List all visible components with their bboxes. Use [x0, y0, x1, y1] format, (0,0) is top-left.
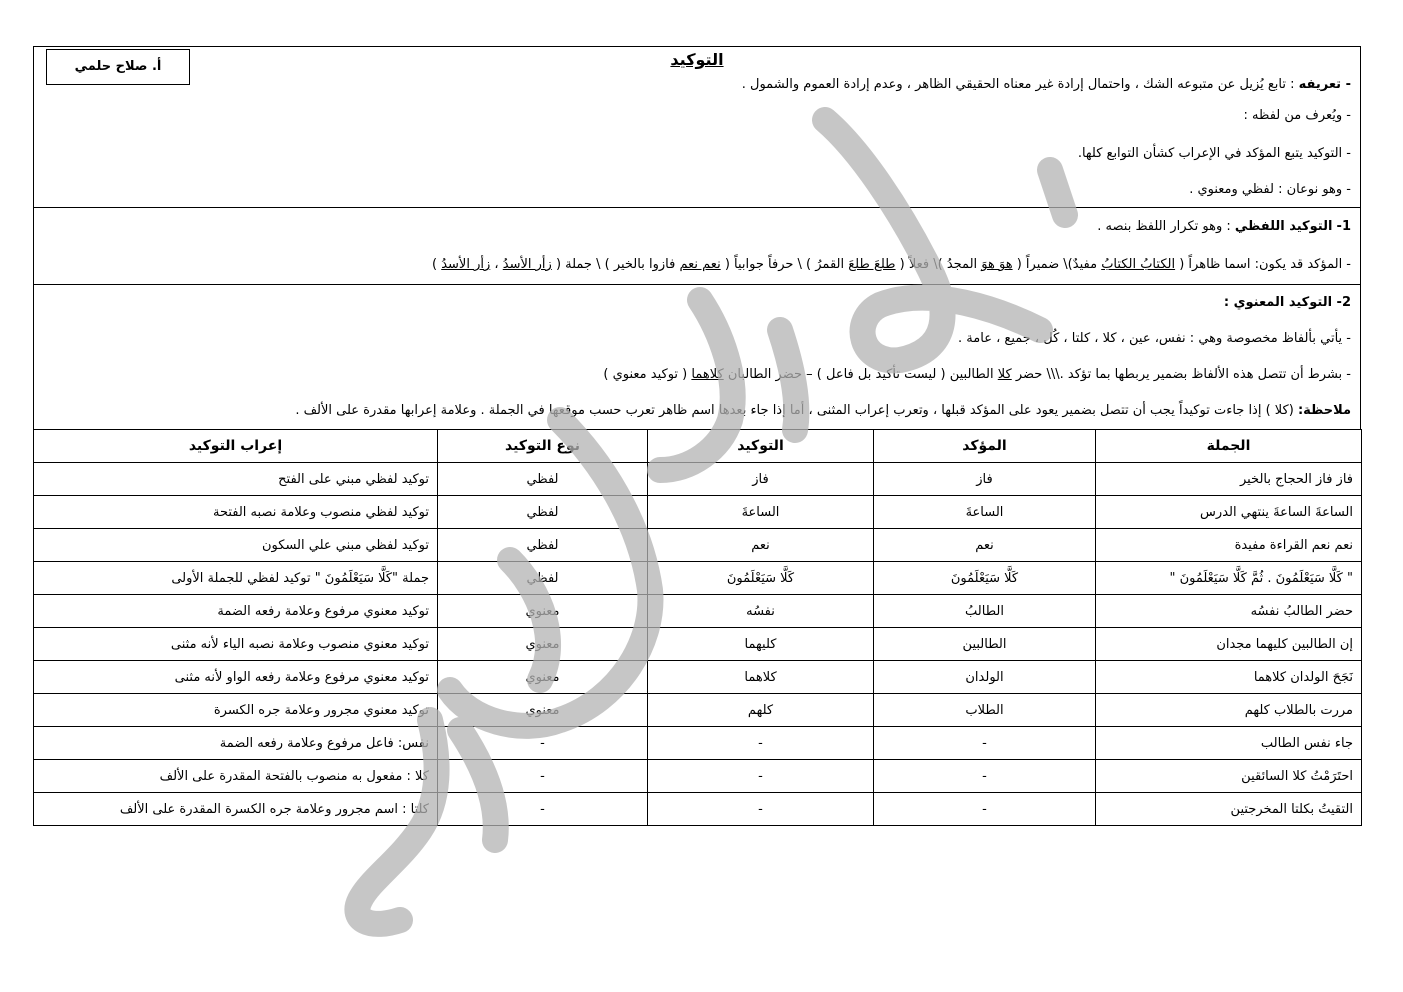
cell-emphasized: الولدان	[874, 661, 1096, 694]
verbal-text-3: المجدُ )\ فعلاً (	[899, 257, 978, 272]
cell-sentence: نعم نعم القراءة مفيدة	[1096, 529, 1362, 562]
table-row	[34, 496, 1362, 529]
cell-parsing: توكيد معنوي مرفوع وعلامة رفعه الواو لأنه مثنى	[34, 661, 438, 694]
worksheet	[33, 46, 1361, 826]
semantic-line-1: - يأتي بألفاظ مخصوصة وهي : نفس، عين ، كلا ، كلتا ، كُل ، جميع ، عامة .	[958, 331, 1351, 346]
semantic-line-2	[34, 357, 1360, 393]
verbal-example-pronoun: هوَ هوَ	[981, 257, 1013, 272]
cell-parsing: توكيد معنوي منصوب وعلامة نصبه الياء لأنه مثنى	[34, 628, 438, 661]
verbal-section	[33, 207, 1361, 284]
cell-emphasis-type: معنوي	[438, 694, 648, 727]
header-parsing: إعراب التوكيد	[34, 430, 438, 463]
semantic-line-2-text-2: الطالبين ( ليست تأكيد بل فاعل ) – حضر الطالبان	[727, 367, 994, 382]
verbal-examples-line	[34, 246, 1360, 284]
cell-sentence: إن الطالبين كليهما مجدان	[1096, 628, 1362, 661]
cell-emphasis: -	[648, 793, 874, 826]
cell-emphasized: الطالبين	[874, 628, 1096, 661]
table-row	[34, 760, 1362, 793]
table-row	[34, 661, 1362, 694]
verbal-example-sentence-2: زأر الأسدُ	[441, 257, 491, 272]
semantic-example-kilahuma: كلاهما	[691, 367, 724, 382]
cell-sentence: التقيتُ بكلتا المخرجتين	[1096, 793, 1362, 826]
verbal-text-1: - المؤكد قد يكون: اسما ظاهراً (	[1179, 257, 1351, 272]
cell-parsing: جملة "كَلَّا سَيَعْلَمُونَ " توكيد لفظي للجملة الأولى	[34, 562, 438, 595]
cell-parsing: كلتا : اسم مجرور وعلامة جره الكسرة المقدرة على الألف	[34, 793, 438, 826]
cell-emphasis: كليهما	[648, 628, 874, 661]
semantic-line-2-text-3: ( توكيد معنوي )	[603, 367, 688, 382]
table-row	[34, 694, 1362, 727]
verbal-example-noun: الكتابُ الكتابُ	[1101, 257, 1176, 272]
cell-emphasis: كَلَّا سَيَعْلَمُونَ	[648, 562, 874, 595]
cell-emphasis: نفسُه	[648, 595, 874, 628]
verbal-text-4: القمرُ ) \ حرفاً جوابياً (	[724, 257, 845, 272]
table-row	[34, 628, 1362, 661]
cell-emphasis: -	[648, 727, 874, 760]
title-row	[34, 47, 1360, 73]
cell-emphasized: الطالبُ	[874, 595, 1096, 628]
cell-emphasis-type: -	[438, 793, 648, 826]
note-text: (كلا ) إذا جاءت توكيداً يجب أن تتصل بضمير يعود على المؤكد قبلها ، وتعرب إعراب المثنى ، أما إذا جاء بعدها اسم ظاهر تعرب حسب موقعها في الجملة . وعلامة إعرابها مقدرة على الألف .	[295, 403, 1294, 418]
header-emphasized: المؤكد	[874, 430, 1096, 463]
cell-emphasis-type: معنوي	[438, 628, 648, 661]
semantic-note	[34, 393, 1360, 429]
author-box: أ. صلاح حلمي	[46, 49, 190, 85]
cell-sentence: جاء نفس الطالب	[1096, 727, 1362, 760]
table-row	[34, 793, 1362, 826]
verbal-example-particle: نعم نعم	[679, 257, 721, 272]
verbal-heading-title: التوكيد اللفظي	[1234, 219, 1333, 234]
verbal-example-sentence-1: زأر الأسدُ	[502, 257, 552, 272]
cell-emphasized: نعم	[874, 529, 1096, 562]
cell-emphasis: الساعةَ	[648, 496, 874, 529]
cell-parsing: توكيد لفظي مبني على الفتح	[34, 463, 438, 496]
semantic-heading	[34, 285, 1360, 321]
table-row	[34, 727, 1362, 760]
cell-emphasized: -	[874, 760, 1096, 793]
cell-sentence: احتَرَمْتُ كلا السائقين	[1096, 760, 1362, 793]
cell-emphasis-type: -	[438, 727, 648, 760]
cell-emphasized: كَلَّا سَيَعْلَمُونَ	[874, 562, 1096, 595]
cell-parsing: نفس: فاعل مرفوع وعلامة رفعه الضمة	[34, 727, 438, 760]
verbal-text-6: ،	[494, 257, 499, 272]
cell-parsing: توكيد لفظي مبني علي السكون	[34, 529, 438, 562]
cell-sentence: فاز فاز الحجاج بالخير	[1096, 463, 1362, 496]
verbal-example-verb: طلعَ طلعَ	[848, 257, 896, 272]
cell-parsing: كلا : مفعول به منصوب بالفتحة المقدرة على الألف	[34, 760, 438, 793]
cell-emphasis: كلهم	[648, 694, 874, 727]
semantic-heading-title: 2- التوكيد المعنوي :	[1223, 295, 1351, 310]
table-row	[34, 595, 1362, 628]
cell-emphasis: نعم	[648, 529, 874, 562]
cell-emphasis-type: لفظي	[438, 529, 648, 562]
intro-line-4: - وهو نوعان : لفظي ومعنوي .	[1189, 182, 1351, 197]
verbal-text-7: )	[432, 257, 438, 272]
cell-emphasis-type: لفظي	[438, 496, 648, 529]
note-label: ملاحظة:	[1297, 403, 1351, 418]
cell-emphasized: فاز	[874, 463, 1096, 496]
cell-emphasized: الطلاب	[874, 694, 1096, 727]
cell-sentence: الساعةَ الساعةَ ينتهي الدرس	[1096, 496, 1362, 529]
definition-label: - تعريفه	[1298, 77, 1351, 92]
table-row	[34, 529, 1362, 562]
verbal-heading	[34, 208, 1360, 246]
cell-sentence: " كَلَّا سَيَعْلَمُونَ . ثُمَّ كَلَّا سَيَعْلَمُونَ "	[1096, 562, 1362, 595]
verbal-heading-rest: : وهو تكرار اللفظ بنصه .	[1097, 219, 1231, 234]
cell-emphasis-type: -	[438, 760, 648, 793]
verbal-heading-num: 1-	[1336, 219, 1351, 234]
header-emphasis-type: نوع التوكيد	[438, 430, 648, 463]
cell-sentence: مررت بالطلاب كلهم	[1096, 694, 1362, 727]
verbal-text-5: فازوا بالخير ) \ جملة (	[555, 257, 676, 272]
cell-emphasis-type: لفظي	[438, 562, 648, 595]
cell-sentence: نَجَحَ الولدان كلاهما	[1096, 661, 1362, 694]
cell-emphasis-type: معنوي	[438, 595, 648, 628]
cell-emphasis: كلاهما	[648, 661, 874, 694]
header-sentence: الجملة	[1096, 430, 1362, 463]
intro-section	[33, 46, 1361, 207]
cell-emphasis: -	[648, 760, 874, 793]
definition-line	[34, 73, 1360, 97]
intro-line-3: - التوكيد يتبع المؤكد في الإعراب كشأن التوابع كلها.	[1077, 146, 1351, 161]
header-emphasis: التوكيد	[648, 430, 874, 463]
table-header-row	[34, 430, 1362, 463]
verbal-text-2: مفيدٌ)\ ضميراً (	[1016, 257, 1098, 272]
table-body	[34, 463, 1362, 826]
cell-emphasis-type: لفظي	[438, 463, 648, 496]
cell-emphasis-type: معنوي	[438, 661, 648, 694]
semantic-section	[33, 284, 1361, 429]
semantic-example-kila: كلا	[997, 367, 1012, 382]
page-title: التوكيد	[670, 50, 724, 69]
cell-emphasized: الساعةَ	[874, 496, 1096, 529]
table-row	[34, 562, 1362, 595]
cell-parsing: توكيد معنوي مرفوع وعلامة رفعه الضمة	[34, 595, 438, 628]
cell-emphasized: -	[874, 727, 1096, 760]
examples-table	[33, 429, 1362, 826]
cell-emphasis: فاز	[648, 463, 874, 496]
cell-sentence: حضر الطالبُ نفسُه	[1096, 595, 1362, 628]
cell-emphasized: -	[874, 793, 1096, 826]
cell-parsing: توكيد معنوي مجرور وعلامة جره الكسرة	[34, 694, 438, 727]
cell-parsing: توكيد لفظي منصوب وعلامة نصبه الفتحة	[34, 496, 438, 529]
definition-text: : تابع يُزيل عن متبوعه الشك ، واحتمال إرادة غير معناه الحقيقي الظاهر ، وعدم إرادة العموم والشمول .	[741, 77, 1295, 92]
intro-line-2: - ويُعرف من لفظه :	[1243, 108, 1351, 123]
semantic-line-2-text-1: - بشرط أن تتصل هذه الألفاظ بضمير يربطها بما تؤكد .\\\ حضر	[1015, 367, 1351, 382]
table-row	[34, 463, 1362, 496]
